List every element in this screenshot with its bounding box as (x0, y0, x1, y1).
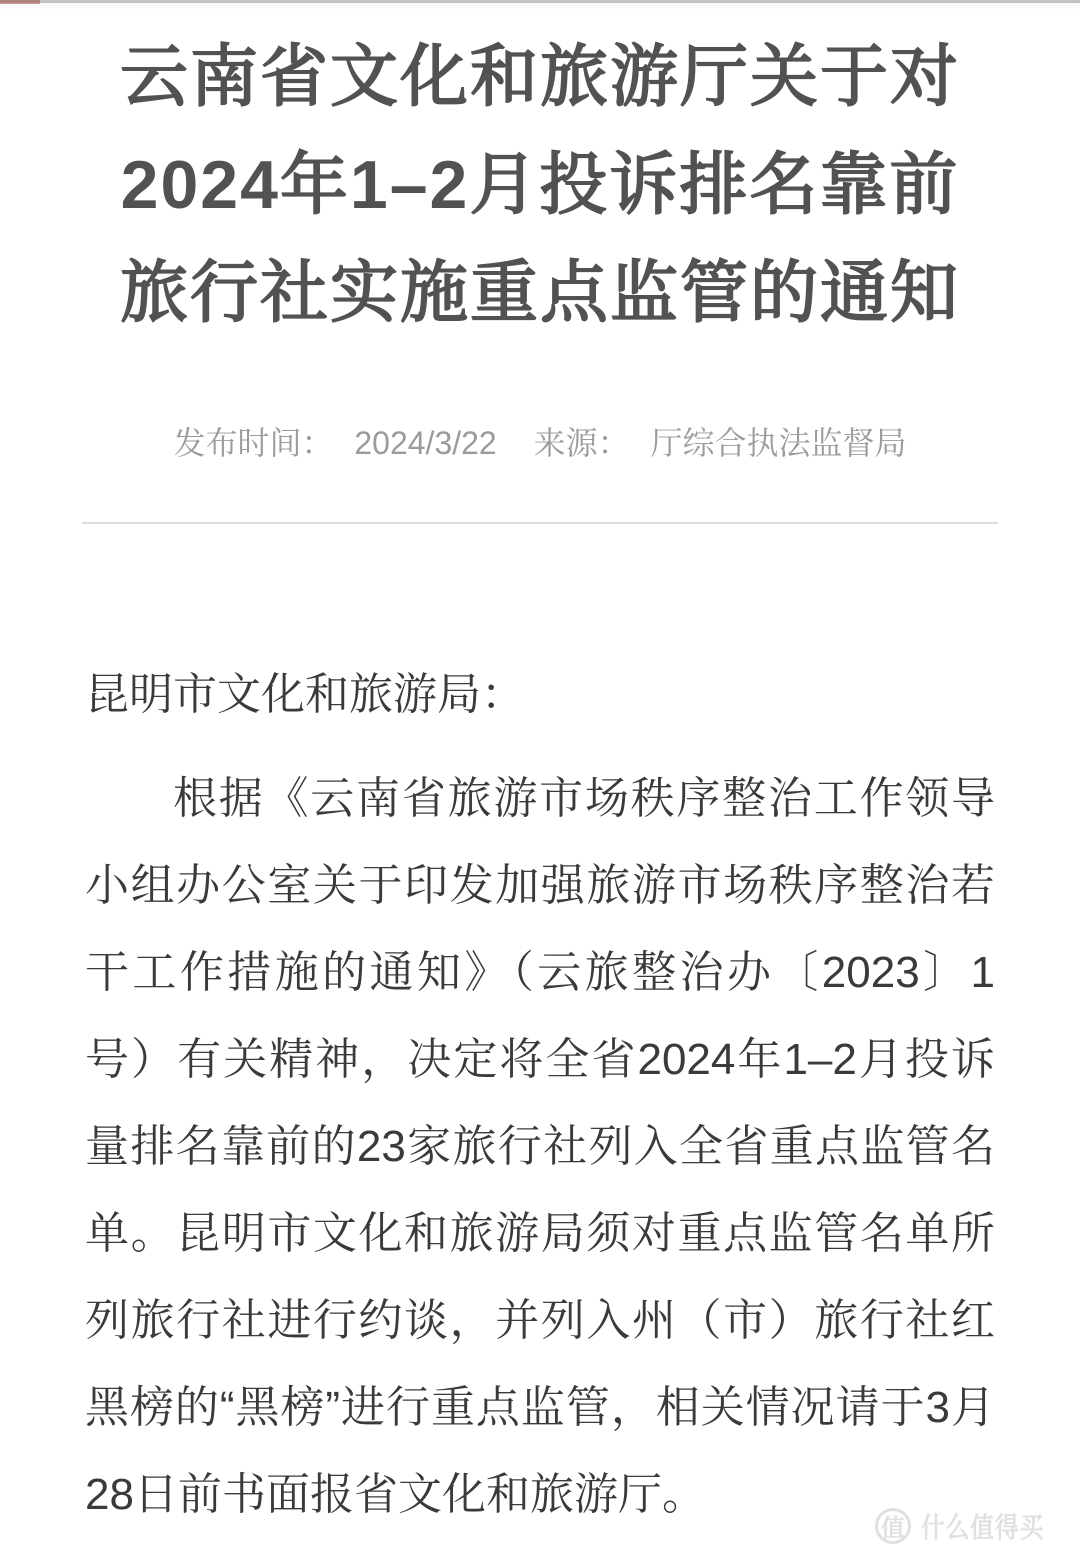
paragraph-line: 黑榜的“黑榜”进行重点监管，相关情况请于3月 (85, 1383, 995, 1432)
paragraph-line: 小组办公室关于印发加强旅游市场秩序整治若 (85, 861, 995, 910)
page-title (0, 23, 1080, 347)
publish-time-label: 发布时间： (173, 425, 334, 461)
header-divider (82, 522, 998, 524)
paragraph-line: 号）有关精神，决定将全省2024年1–2月投诉 (85, 1035, 995, 1084)
source-value: 厅综合执法监督局 (650, 425, 907, 461)
page-title-line-3: 旅行社实施重点监管的通知 (119, 255, 960, 331)
body-paragraph (85, 755, 995, 1538)
paragraph-line: 列旅行社进行约谈，并列入州（市）旅行社红 (85, 1296, 995, 1345)
paragraph-line: 根据《云南省旅游市场秩序整治工作领导 (173, 774, 995, 823)
publish-time-value: 2024/3/22 (354, 425, 497, 461)
page-top-border (0, 0, 1080, 3)
top-left-artifact (0, 0, 40, 4)
article-body (0, 651, 1080, 1538)
article-meta (0, 421, 1080, 465)
paragraph-line: 28日前书面报省文化和旅游厅。 (85, 1470, 706, 1519)
source-label: 来源： (533, 425, 630, 461)
article-header (0, 3, 1080, 524)
paragraph-line: 量排名靠前的23家旅行社列入全省重点监管名 (85, 1122, 995, 1171)
paragraph-line: 单。昆明市文化和旅游局须对重点监管名单所 (85, 1209, 995, 1258)
smzdm-logo-icon: 值 (875, 1508, 911, 1544)
salutation-line: 昆明市文化和旅游局： (85, 670, 525, 719)
smzdm-watermark-text: 什么值得买 (920, 1512, 1045, 1543)
paragraph-line: 干工作措施的通知》（云旅整治办〔2023〕1 (85, 948, 995, 997)
page-title-line-2: 2024年1–2月投诉排名靠前 (120, 147, 960, 223)
page-title-line-1: 云南省文化和旅游厅关于对 (119, 39, 960, 115)
smzdm-watermark (875, 1506, 1066, 1546)
